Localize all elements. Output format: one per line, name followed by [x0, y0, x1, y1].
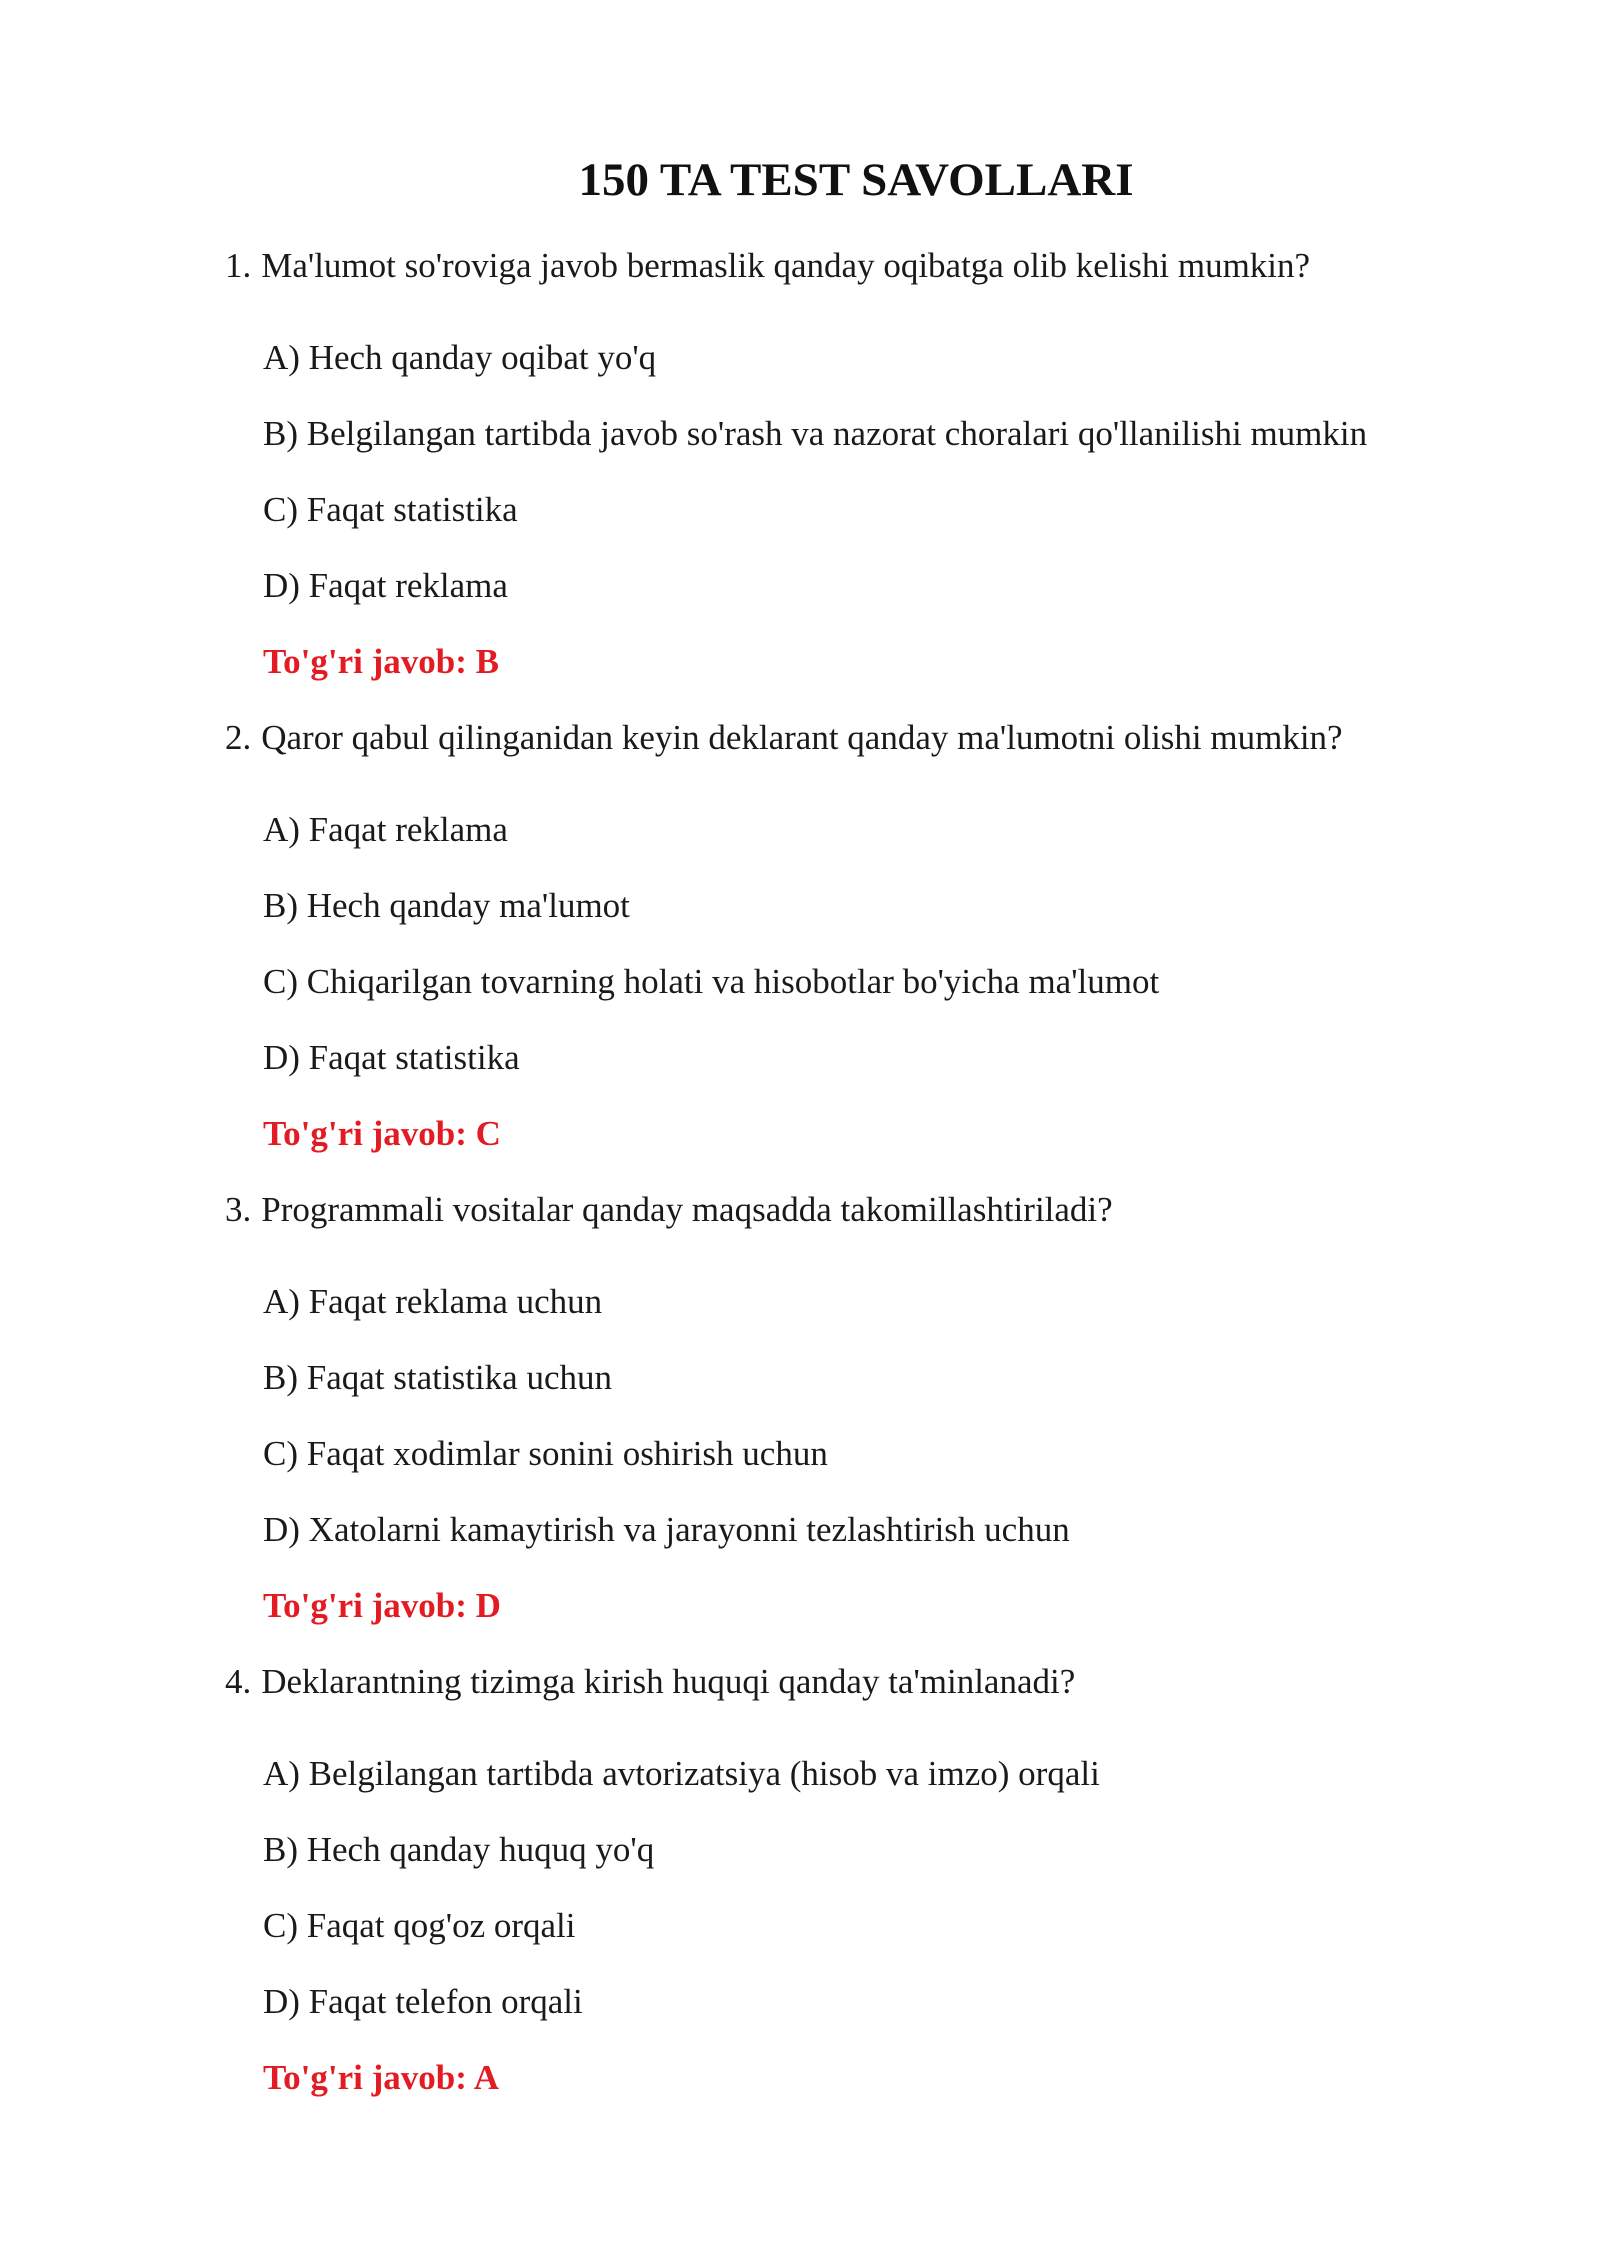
option-a: A) Hech qanday oqibat yo'q: [263, 338, 657, 377]
question-number: 2.: [225, 718, 252, 757]
question-prompt: Deklarantning tizimga kirish huquqi qanday ta'minlanadi?: [261, 1662, 1076, 1701]
question-prompt: Programmali vositalar qanday maqsadda takomillashtiriladi?: [261, 1190, 1113, 1229]
answer-label: To'g'ri javob:: [263, 1114, 467, 1153]
correct-answer: [263, 2050, 1525, 2106]
option-b: B) Hech qanday huquq yo'q: [263, 1830, 655, 1869]
question-prompt: Ma'lumot so'roviga javob bermaslik qanday oqibatga olib kelishi mumkin?: [261, 246, 1311, 285]
option-b: B) Faqat statistika uchun: [263, 1358, 612, 1397]
question-number: 1.: [225, 246, 252, 285]
question-3: [225, 1182, 1525, 1634]
question-text: [225, 1654, 1525, 1710]
correct-answer: [263, 634, 1525, 690]
question-text: [225, 1182, 1525, 1238]
option-a: A) Belgilangan tartibda avtorizatsiya (hisob va imzo) orqali: [263, 1754, 1100, 1793]
option-a: A) Faqat reklama uchun: [263, 1282, 603, 1321]
option-d: D) Faqat reklama: [263, 566, 508, 605]
question-2: [225, 710, 1525, 1162]
correct-answer: [263, 1106, 1525, 1162]
option-d: D) Faqat statistika: [263, 1038, 520, 1077]
question-4: [225, 1654, 1525, 2106]
option-c: C) Faqat qog'oz orqali: [263, 1906, 576, 1945]
question-number: 4.: [225, 1662, 252, 1701]
correct-answer: [263, 1578, 1525, 1634]
option-c: C) Faqat statistika: [263, 490, 518, 529]
question-number: 3.: [225, 1190, 252, 1229]
page-title: 150 TA TEST SAVOLLARI: [578, 154, 1134, 206]
option-b: B) Hech qanday ma'lumot: [263, 886, 630, 925]
option-d: D) Xatolarni kamaytirish va jarayonni tezlashtirish uchun: [263, 1510, 1070, 1549]
option-d: D) Faqat telefon orqali: [263, 1982, 583, 2021]
answer-letter: A: [473, 2058, 499, 2097]
question-text: [225, 710, 1525, 766]
option-b: B) Belgilangan tartibda javob so'rash va nazorat choralari qo'llanilishi mumkin: [263, 414, 1368, 453]
question-text: [225, 238, 1525, 294]
answer-letter: D: [475, 1586, 501, 1625]
option-c: C) Faqat xodimlar sonini oshirish uchun: [263, 1434, 828, 1473]
question-list: [225, 238, 1525, 2126]
answer-label: To'g'ri javob:: [263, 642, 467, 681]
question-1: [225, 238, 1525, 690]
option-c: C) Chiqarilgan tovarning holati va hisobotlar bo'yicha ma'lumot: [263, 962, 1160, 1001]
question-prompt: Qaror qabul qilinganidan keyin deklarant qanday ma'lumotni olishi mumkin?: [261, 718, 1343, 757]
option-a: A) Faqat reklama: [263, 810, 508, 849]
answer-letter: C: [475, 1114, 501, 1153]
answer-label: To'g'ri javob:: [263, 2058, 467, 2097]
answer-letter: B: [475, 642, 499, 681]
answer-label: To'g'ri javob:: [263, 1586, 467, 1625]
